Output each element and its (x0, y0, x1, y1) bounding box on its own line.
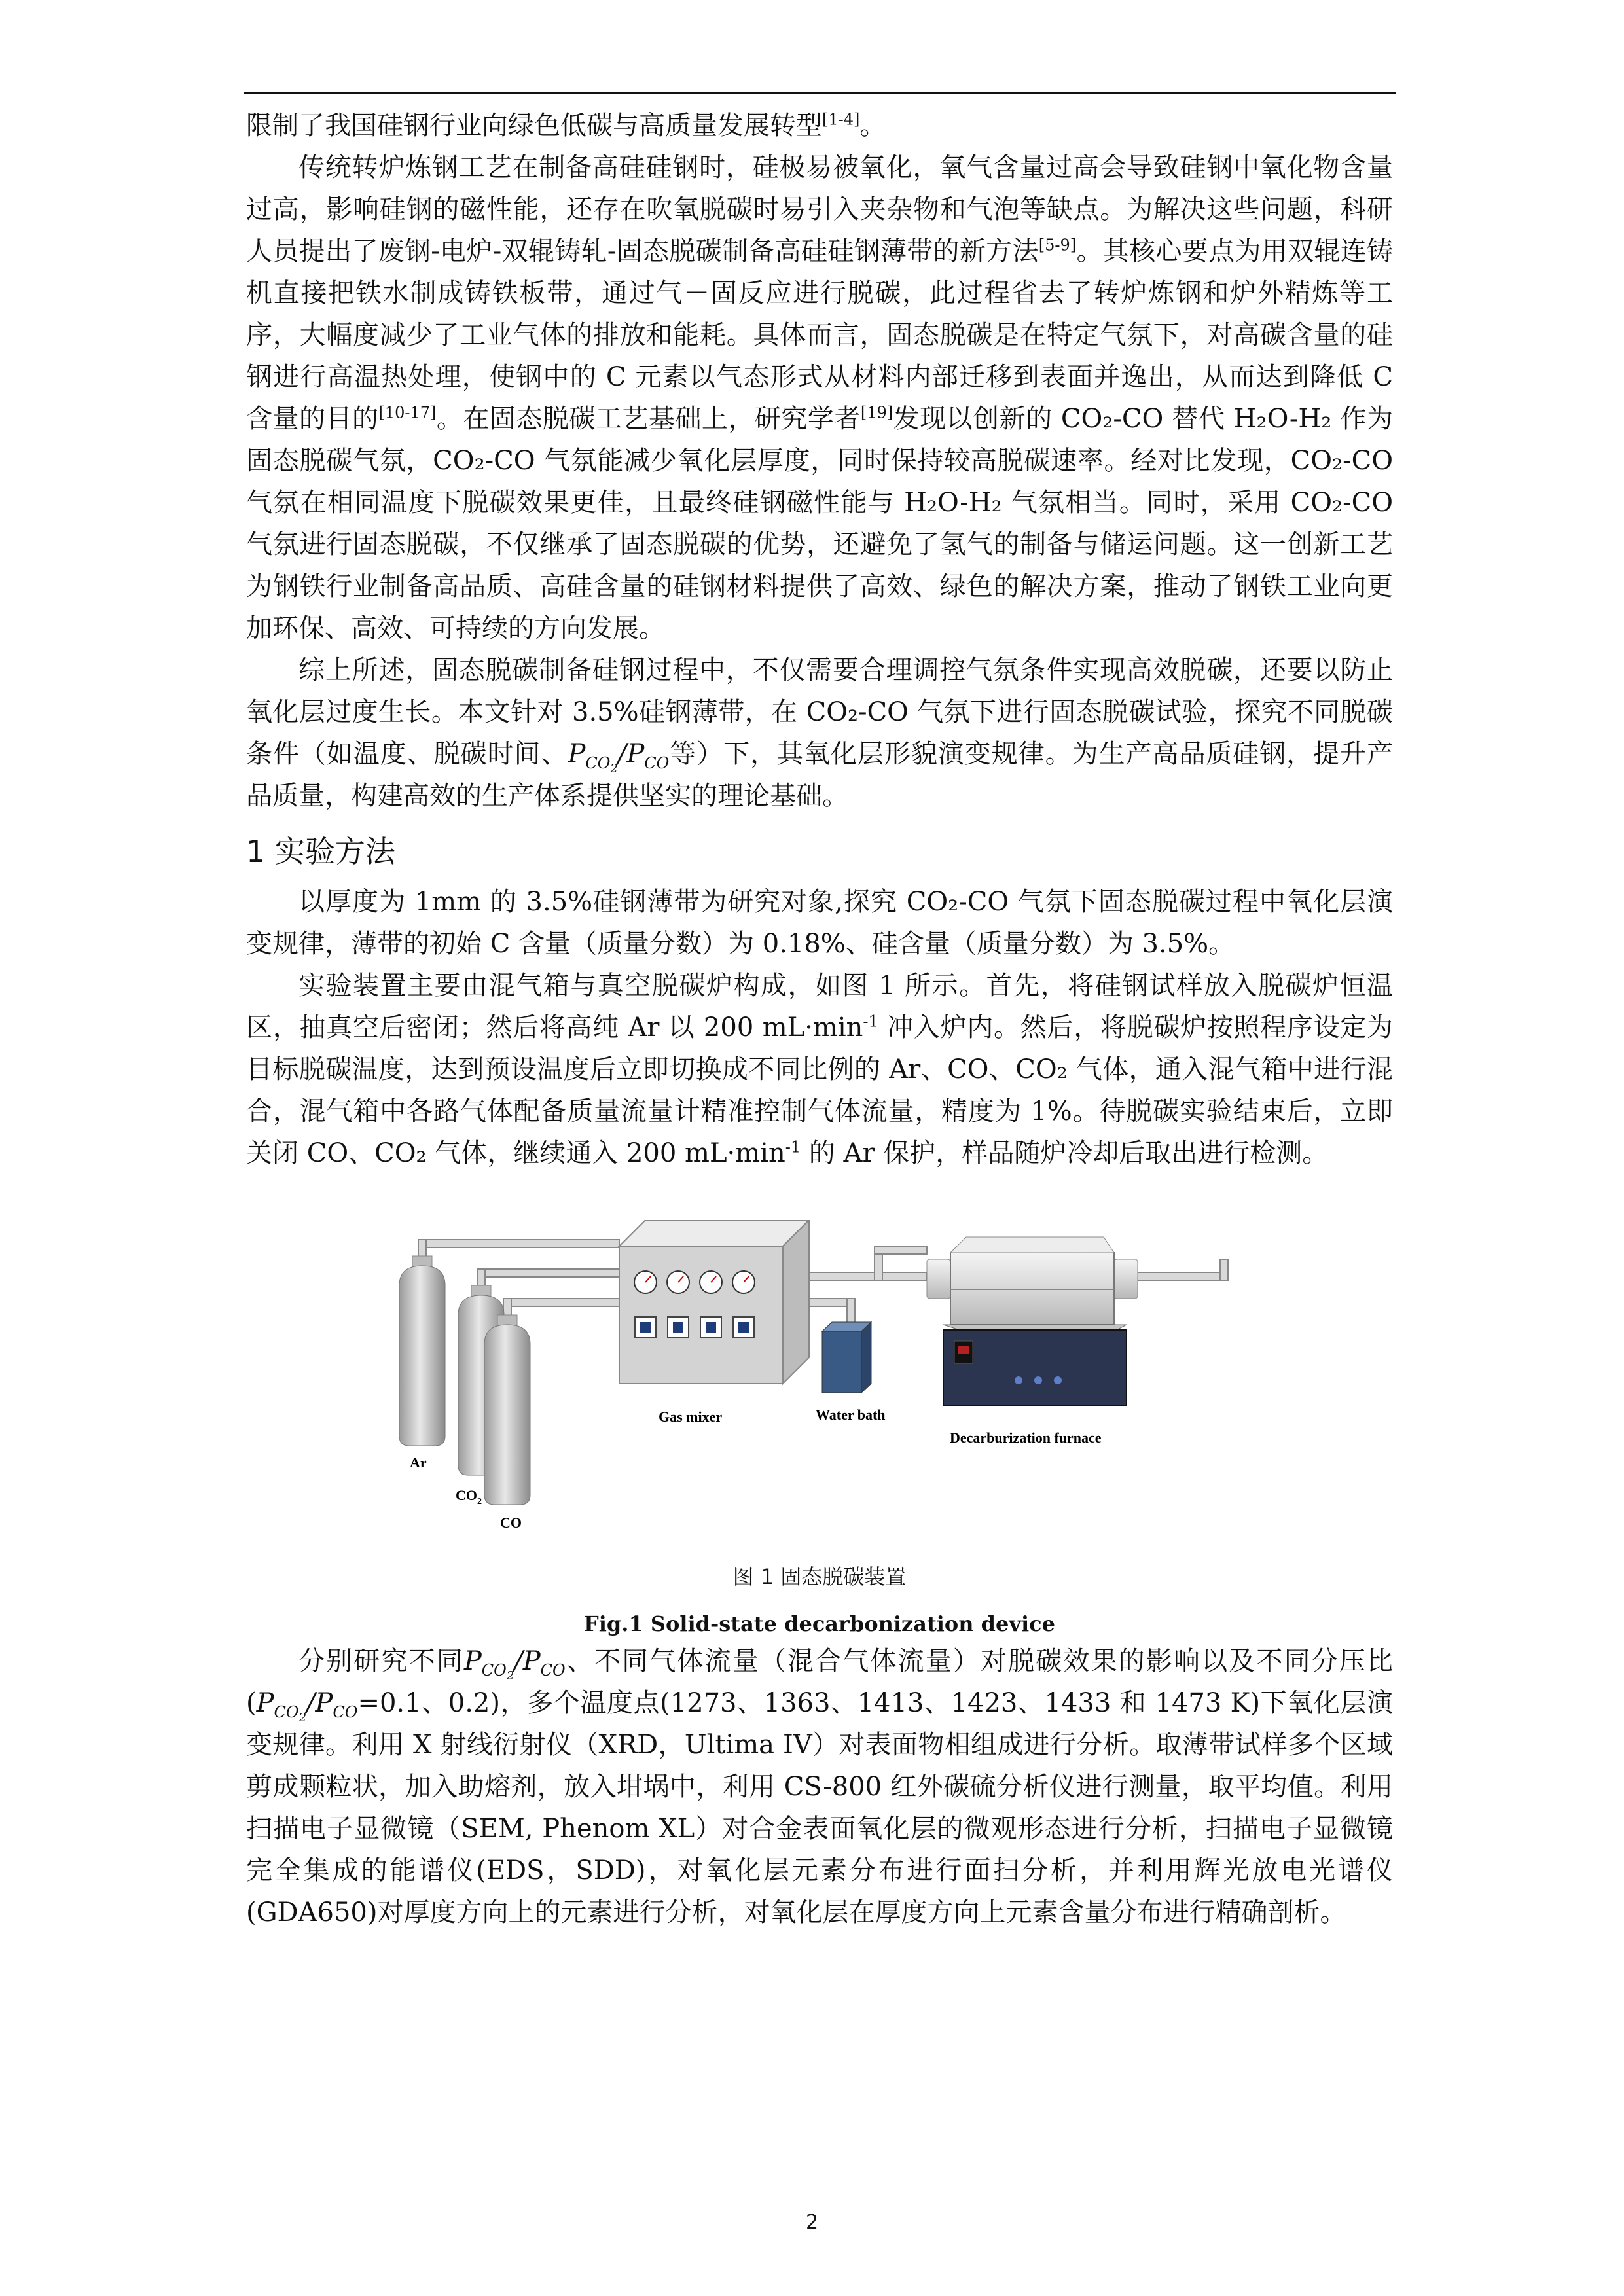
co2-label: $CO_2$ (456, 1487, 482, 1507)
section-heading: 1 实验方法 (246, 834, 395, 869)
paragraph-5-text-c: 的 Ar 保护，样品随炉冷却后取出进行检测。 (801, 1138, 1329, 1168)
co-cylinder (484, 1315, 530, 1505)
paragraph-2-text-c: 。在固态脱碳工艺基础上，研究学者 (436, 404, 861, 434)
paragraph-1 (246, 105, 1393, 147)
page-body (246, 105, 1393, 1933)
paragraph-5-text-b: 冲入炉内。然后，将脱碳炉按照程序设定为目标脱碳温度，达到预设温度后立即切换成不同比例的 Ar、CO、CO₂ 气体，通入混气箱中进行混合，混气箱中各路气体配备质量流量计精准控制气体流量，精度为 1%。待脱碳实验结束后，立即关闭 CO、CO₂ 气体，继续通入 200 mL·min (246, 1013, 1394, 1168)
paragraph-6-text-c: =0.1、0.2)，多个温度点(1273、1363、1413、1423、1433 和 1473 K)下氧化层演变规律。利用 X 射线衍射仪（XRD，Ultima IV）对表面物相组成进行分析。取薄带试样多个区域剪成颗粒状，加入助熔剂，放入坩埚中，利用 CS-800 红外碳硫分析仪进行测量，取平均值。利用扫描电子显微镜（SEM, Phenom XL）对合金表面氧化层的微观形态进行分析，扫描电子显微镜完全集成的能谱仪(EDS，SDD)，对氧化层元素分布进行面扫分析，并利用辉光放电光谱仪(GDA650)对厚度方向上的元素进行分析，对氧化层在厚度方向上元素含量分布进行精确剖析。 (246, 1688, 1393, 1928)
paragraph-5 (246, 965, 1393, 1174)
figure-caption-english: Fig.1 Solid-state decarbonization device (584, 1611, 1055, 1636)
paragraph-3 (246, 649, 1393, 817)
paragraph-6 (246, 1640, 1393, 1933)
paragraph-3-text-b: 等）下，其氧化层形貌演变规律。为生产高品质硅钢，提升产品质量，构建高效的生产体系提供坚实的理论基础。 (246, 739, 1394, 811)
figure-1 (246, 1220, 1393, 1534)
page-number: 2 (805, 2211, 819, 2234)
furnace-label: Decarburization furnace (950, 1429, 1102, 1446)
co-label: CO (500, 1515, 522, 1531)
paragraph-6-text-a: 分别研究不同 (298, 1646, 464, 1676)
ar-label: Ar (410, 1454, 427, 1471)
header-rule (244, 92, 1396, 94)
gas-mixer-label: Gas mixer (659, 1408, 723, 1425)
gas-mixer (619, 1220, 809, 1384)
paragraph-6-text-b: 、不同气体流量（混合气体流量）对脱碳效果的影响以及不同分压比( (246, 1646, 1394, 1718)
paragraph-2 (246, 147, 1393, 649)
decarburization-furnace (927, 1237, 1138, 1405)
apparatus-diagram (246, 1220, 1393, 1534)
citation: [10-17] (378, 403, 437, 422)
pressure-ratio: $P_{CO_2}/P_{CO}$ (568, 739, 670, 776)
citation: [19] (860, 403, 893, 422)
pressure-ratio: $P_{CO_2}/P_{CO}$ (463, 1646, 566, 1683)
citation: [5-9] (1038, 236, 1077, 255)
paragraph-3-text-a: 综上所述，固态脱碳制备硅钢过程中，不仅需要合理调控气氛条件实现高效脱碳，还要以防止氧化层过度生长。本文针对 3.5%硅钢薄带，在 CO₂-CO 气氛下进行固态脱碳试验，探究不同脱碳条件（如温度、脱碳时间、 (246, 655, 1393, 769)
paragraph-4: 以厚度为 1mm 的 3.5%硅钢薄带为研究对象,探究 CO₂-CO 气氛下固态脱碳过程中氧化层演变规律，薄带的初始 C 含量（质量分数）为 0.18%、硅含量（质量分数）为 3.5%。 (246, 887, 1393, 959)
paragraph-2-text-a: 传统转炉炼钢工艺在制备高硅硅钢时，硅极易被氧化，氧气含量过高会导致硅钢中氧化物含量过高，影响硅钢的磁性能，还存在吹氧脱碳时易引入夹杂物和气泡等缺点。为解决这些问题，科研人员提出了废钢-电炉-双辊铸轧-固态脱碳制备高硅硅钢薄带的新方法 (246, 152, 1393, 266)
ar-cylinder (399, 1256, 445, 1446)
paragraph-2-text-d: 发现以创新的 CO₂-CO 替代 H₂O-H₂ 作为固态脱碳气氛，CO₂-CO 气氛能减少氧化层厚度，同时保持较高脱碳速率。经对比发现，CO₂-CO 气氛在相同温度下脱碳效果更佳，且最终硅钢磁性能与 H₂O-H₂ 气氛相当。同时，采用 CO₂-CO 气氛进行固态脱碳，不仅继承了固态脱碳的优势，还避免了氢气的制备与储运问题。这一创新工艺为钢铁行业制备高品质、高硅含量的硅钢材料提供了高效、绿色的解决方案，推动了钢铁工业向更加环保、高效、可持续的方向发展。 (246, 404, 1393, 643)
paragraph-2-text-b: 。其核心要点为用双辊连铸机直接把铁水制成铸铁板带，通过气－固反应进行脱碳，此过程省去了转炉炼钢和炉外精炼等工序，大幅度减少了工业气体的排放和能耗。具体而言，固态脱碳是在特定气氛下，对高碳含量的硅钢进行高温热处理，使钢中的 C 元素以气态形式从材料内部迁移到表面并逸出，从而达到降低 C 含量的目的 (246, 236, 1394, 434)
citation: [1-4] (822, 110, 860, 129)
paragraph-5-text-a: 实验装置主要由混气箱与真空脱碳炉构成，如图 1 所示。首先，将硅钢试样放入脱碳炉恒温区，抽真空后密闭；然后将高纯 Ar 以 200 mL·min (246, 971, 1393, 1043)
water-bath-label: Water bath (816, 1407, 886, 1423)
paragraph-1-end: 。 (859, 111, 886, 141)
water-bath (822, 1322, 871, 1393)
figure-caption-chinese: 图 1 固态脱碳装置 (732, 1564, 907, 1589)
unit-exponent: -1 (863, 1012, 878, 1031)
paragraph-1-text: 限制了我国硅钢行业向绿色低碳与高质量发展转型 (246, 111, 822, 141)
pressure-ratio: $P_{CO_2}/P_{CO}$ (256, 1688, 358, 1725)
unit-exponent: -1 (785, 1138, 801, 1157)
